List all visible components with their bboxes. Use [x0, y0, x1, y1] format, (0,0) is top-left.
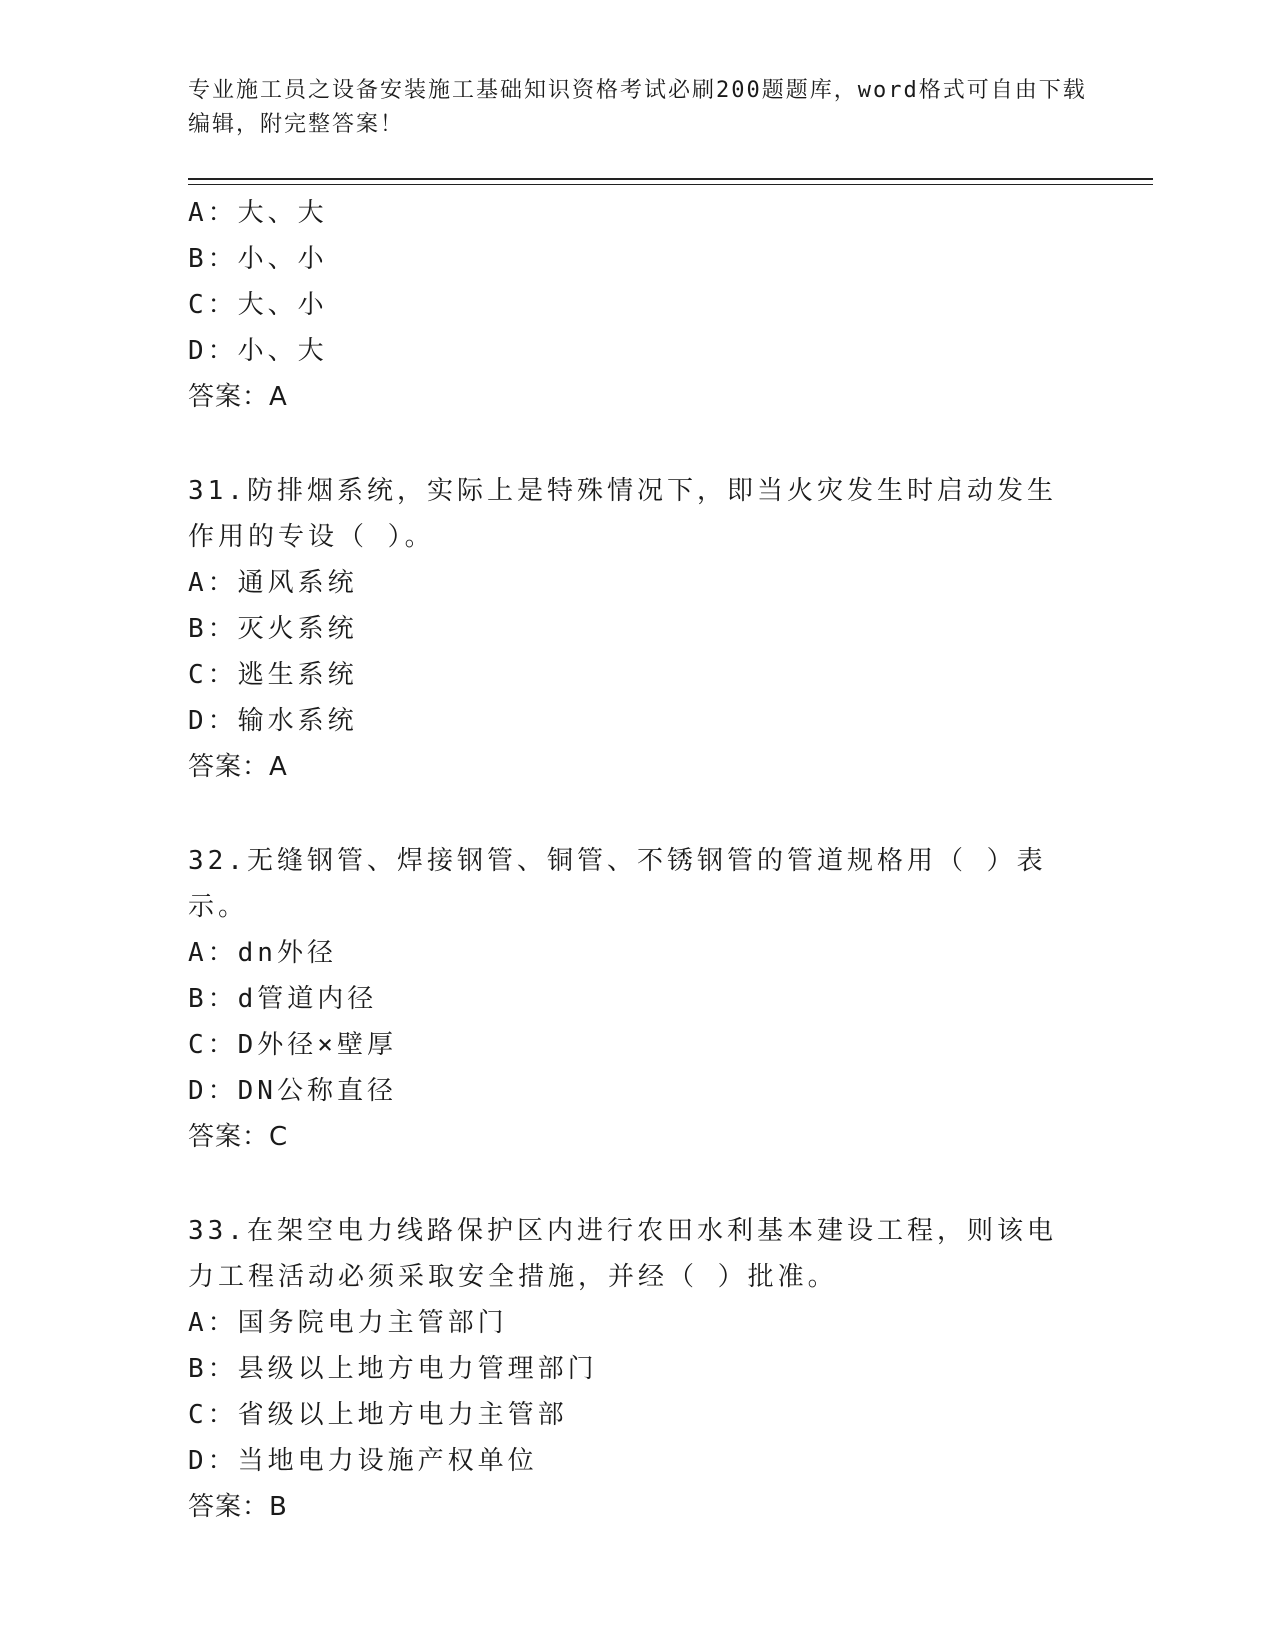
- option-a: [188, 930, 1088, 976]
- option-key: A：: [188, 938, 238, 968]
- option-key: A：: [188, 568, 238, 598]
- option-key: C：: [188, 290, 238, 320]
- option-text: 省级以上地方电力主管部: [237, 1400, 568, 1430]
- option-key: D：: [188, 706, 238, 736]
- question-stem: 32.无缝钢管、焊接钢管、铜管、不锈钢管的管道规格用（ ）表示。: [188, 846, 1047, 922]
- option-key: D：: [188, 336, 238, 366]
- spacer: [188, 420, 1088, 468]
- option-text: 大、大: [237, 198, 328, 228]
- option-c: [188, 1392, 1088, 1438]
- question-list: [188, 190, 1088, 1530]
- option-key: A：: [188, 1308, 238, 1338]
- option-text: d管道内径: [237, 984, 378, 1014]
- option-key: D：: [188, 1446, 238, 1476]
- question-stem: 31.防排烟系统，实际上是特殊情况下，即当火灾发生时启动发生作用的专设（ ）。: [188, 476, 1057, 552]
- answer-line: 答案：A: [188, 382, 288, 412]
- option-b: [188, 1346, 1088, 1392]
- option-key: A：: [188, 198, 238, 228]
- header-divider-thin: [188, 184, 1153, 185]
- option-c: [188, 652, 1088, 698]
- question-32: [188, 838, 1088, 1160]
- option-text: 灭火系统: [237, 614, 358, 644]
- question-33: [188, 1208, 1088, 1530]
- option-text: 大、小: [237, 290, 328, 320]
- spacer: [188, 790, 1088, 838]
- answer-line: 答案：B: [188, 1492, 288, 1522]
- option-key: B：: [188, 984, 238, 1014]
- option-key: C：: [188, 1400, 238, 1430]
- option-text: 通风系统: [237, 568, 358, 598]
- option-text: 逃生系统: [237, 660, 358, 690]
- option-text: 当地电力设施产权单位: [237, 1446, 538, 1476]
- option-a: [188, 190, 1088, 236]
- option-text: 输水系统: [237, 706, 358, 736]
- option-b: [188, 606, 1088, 652]
- question-partial: [188, 190, 1088, 420]
- option-text: 小、小: [237, 244, 328, 274]
- option-key: B：: [188, 614, 238, 644]
- option-b: [188, 976, 1088, 1022]
- option-d: [188, 1068, 1088, 1114]
- question-31: [188, 468, 1088, 790]
- option-text: 县级以上地方电力管理部门: [237, 1354, 598, 1384]
- header-divider-thick: [188, 178, 1153, 180]
- option-text: D外径×壁厚: [237, 1030, 397, 1060]
- option-d: [188, 328, 1088, 374]
- answer-line: 答案：A: [188, 752, 288, 782]
- option-a: [188, 1300, 1088, 1346]
- spacer: [188, 1160, 1088, 1208]
- answer-line: 答案：C: [188, 1122, 289, 1152]
- option-d: [188, 698, 1088, 744]
- option-a: [188, 560, 1088, 606]
- option-b: [188, 236, 1088, 282]
- option-c: [188, 1022, 1088, 1068]
- option-text: 小、大: [237, 336, 328, 366]
- option-key: D：: [188, 1076, 238, 1106]
- document-header: 专业施工员之设备安装施工基础知识资格考试必刷200题题库，word格式可自由下载编辑，附完整答案！: [188, 78, 1087, 137]
- option-c: [188, 282, 1088, 328]
- option-d: [188, 1438, 1088, 1484]
- question-stem: 33.在架空电力线路保护区内进行农田水利基本建设工程，则该电力工程活动必须采取安全措施，并经（ ）批准。: [188, 1216, 1057, 1292]
- option-text: 国务院电力主管部门: [237, 1308, 508, 1338]
- option-text: dn外径: [237, 938, 337, 968]
- option-key: B：: [188, 1354, 238, 1384]
- option-key: B：: [188, 244, 238, 274]
- option-text: DN公称直径: [237, 1076, 397, 1106]
- option-key: C：: [188, 1030, 238, 1060]
- option-key: C：: [188, 660, 238, 690]
